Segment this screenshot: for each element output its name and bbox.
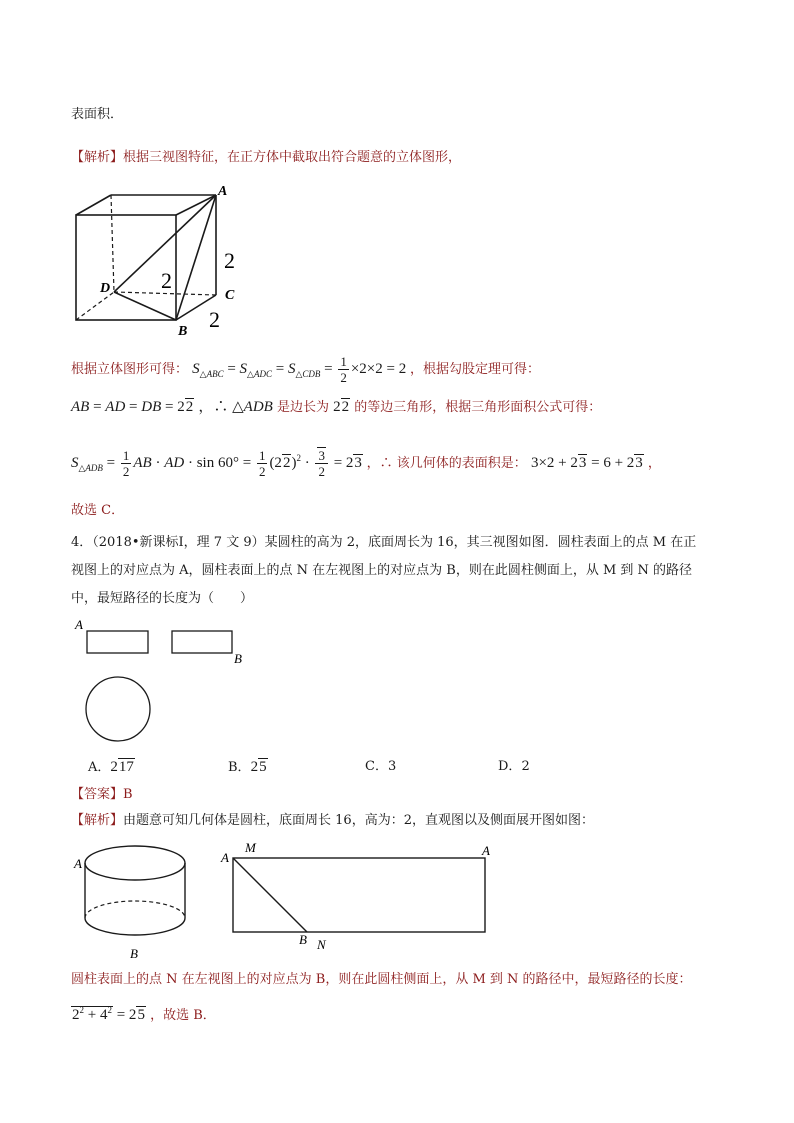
line2-formula: AB = AD = DB = 22 — [71, 399, 194, 415]
choice-c: 故选 C． — [71, 503, 125, 518]
edge-db — [114, 292, 176, 320]
line1-formula: $S_{\triangle ABC} = S_{\triangle ADC} = S_{\triangle CDB}$ = $\frac{1}{2}$ ×2×2 = 2 — [192, 354, 410, 385]
analysis-text: 根据三视图特征，在正方体中截取出符合题意的立体图形， — [123, 150, 462, 165]
unfold-label-n: N — [317, 937, 326, 952]
hidden-edge — [111, 195, 114, 292]
q4-line3: 中，最短路径的长度为（ ） — [71, 591, 254, 606]
line2-suffix: 的等边三角形，根据三角形面积公式可得： — [354, 400, 602, 415]
final-line1: 圆柱表面上的点 N 在左视图上的对应点为 B，则在此圆柱侧面上，从 M 到 N 的路径中，最短路径的长度： — [71, 972, 692, 987]
option-c-label: C． — [365, 759, 388, 774]
analysis2-tag: 【解析】 — [71, 813, 124, 828]
analysis2-text: 由题意可知几何体是圆柱，底面周长 16，高为：2，直观图以及侧面展开图如图： — [123, 813, 594, 828]
cyl-label-a: A — [74, 856, 82, 871]
dim-inner: 2 — [161, 268, 172, 293]
option-d[interactable] — [498, 758, 530, 776]
line3-result: 3×2 + 23 = 6 + 23 — [530, 454, 643, 471]
label-b: B — [178, 324, 188, 339]
label-c: C — [225, 288, 235, 303]
dim-right: 2 — [224, 248, 235, 273]
answer-value: B — [123, 787, 133, 802]
formula-line-1 — [71, 354, 540, 385]
cube-figure — [66, 180, 256, 340]
cylinder-figure — [70, 838, 200, 968]
option-d-value: 2 — [521, 759, 530, 774]
line3-formula: $S_{\triangle ADB}$ = $\frac{1}{2}$ AB · AD · sin 60° = $\frac{1}{2}$ $(22)^2$ · $\frac{3}{2}$ = 23 — [71, 448, 362, 479]
analysis-1 — [71, 149, 461, 167]
option-a-label: A． — [88, 760, 111, 775]
front-view — [87, 631, 148, 653]
unfold-label-a-left: A — [221, 850, 229, 865]
hidden-edge — [76, 292, 114, 320]
view-label-a: A — [75, 617, 83, 632]
cyl-label-b: B — [130, 946, 138, 961]
q4-line2: 视图上的对应点为 A，圆柱表面上的点 N 在左视图上的对应点为 B，则在此圆柱侧面上，从 M 到 N 的路径 — [71, 563, 693, 578]
option-a[interactable] — [88, 758, 135, 777]
cylinder-bottom-front — [85, 918, 185, 935]
formula-line-3 — [71, 448, 661, 479]
option-b[interactable] — [228, 758, 268, 777]
option-c-value: 3 — [387, 759, 397, 774]
cylinder-bottom-hidden — [85, 901, 185, 918]
option-c[interactable] — [365, 758, 396, 776]
unfold-label-b: B — [299, 932, 307, 947]
option-b-label: B． — [228, 760, 251, 775]
top-view — [86, 677, 150, 741]
shortest-path — [233, 858, 307, 932]
line3-end: ， — [647, 455, 661, 471]
side-view — [172, 631, 232, 653]
unfold-label-m: M — [245, 840, 256, 855]
unfold-label-a-right: A — [482, 843, 490, 858]
option-b-value: 25 — [250, 759, 267, 775]
line2-text: 是边长为 — [276, 400, 329, 415]
three-views — [70, 615, 260, 755]
final-line2 — [71, 1001, 216, 1025]
cube-edge — [76, 195, 111, 215]
line1-suffix: ，根据勾股定理可得： — [409, 361, 540, 377]
line2-mid: ，∴ △ADB — [198, 399, 273, 415]
line2-value: 22 — [333, 399, 350, 415]
answer — [71, 786, 133, 804]
answer-tag: 【答案】 — [71, 787, 124, 802]
final-formula: $2^2 + 4^2 = 25$ — [72, 1005, 145, 1023]
q4-line1: 4．（2018•新课标Ⅰ，理 7 文 9）某圆柱的高为 2，底面周长为 16，其三视图如图．圆柱表面上的点 M 在正 — [71, 535, 697, 550]
view-label-b: B — [234, 651, 242, 666]
line1-prefix: 根据立体图形可得： — [71, 361, 189, 377]
cylinder-top — [85, 846, 185, 880]
analysis-tag: 【解析】 — [71, 150, 124, 165]
option-d-label: D． — [498, 759, 522, 774]
final-end: ，故选 B． — [150, 1008, 216, 1023]
dim-bottom: 2 — [209, 307, 220, 332]
line3-text: ，∴ 该几何体的表面积是： — [366, 455, 527, 471]
analysis-2 — [71, 812, 594, 830]
option-a-value: 217 — [110, 759, 134, 775]
formula-line-2 — [71, 398, 601, 417]
label-a: A — [218, 184, 228, 199]
intro-text: 表面积． — [71, 107, 124, 122]
unfold-figure — [215, 838, 505, 958]
label-d: D — [100, 281, 111, 296]
